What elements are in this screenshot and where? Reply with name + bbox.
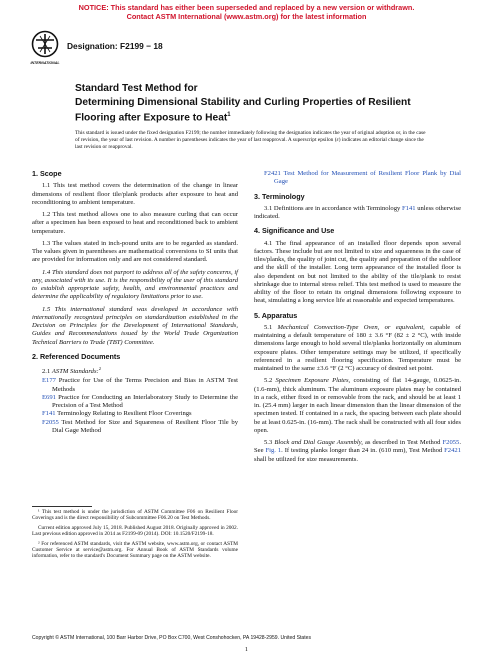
section-heading-apparatus: 5. Apparatus bbox=[254, 310, 298, 320]
left-column bbox=[32, 170, 238, 439]
paragraph-4-1: 4.1 The final appearance of an installed floor depends upon several factors. These include but are not limited to size and squareness in the case of tiles/planks, the quality of joint cut, the quality and preparation of the subfloor and the skill of the installer. Long term appearance of the installed floor is also dependent on but not limited to the ability of the tile/plank to resist shrinkage due to internal stress relief. This test method is used to measure the ability of the floor to retain its original dimensions following exposure to heat, simulating a long service life at reasonable and expected temperatures. bbox=[254, 239, 461, 305]
reference-list bbox=[32, 377, 238, 435]
p3-1-text-b: unless otherwise indicated. bbox=[254, 204, 462, 220]
reference-title: Practice for Use of the Terms Precision and Bias in ASTM Test Methods bbox=[52, 377, 238, 393]
p5-3-text-b: . See bbox=[254, 439, 462, 455]
p5-3-number: 5.3 bbox=[264, 439, 275, 446]
reference-item bbox=[264, 170, 461, 187]
paragraph-5-2 bbox=[254, 377, 461, 435]
footnote-ref-2: 2 bbox=[98, 366, 101, 371]
paragraph-5-3 bbox=[254, 439, 461, 464]
title-text: Determining Dimensional Stability and Curling Properties of Resilient Flooring after Exposure to Heat bbox=[75, 97, 411, 124]
method-link-f2055[interactable]: F2055 bbox=[442, 439, 460, 446]
p5-3-text-c: . If testing planks longer than 24 in. (610 mm), Test Method bbox=[281, 447, 445, 455]
issue-note: This standard is issued under the fixed designation F2199; the number immediately following the designation indicates the year of original adoption or, in the case of revision, the year of last revision. A number in parentheses indicates the year of last reapproval. A superscript epsilon (ε) indicates an editorial change since the last revision or reapproval. bbox=[75, 130, 426, 150]
section-heading-referenced-documents: 2. Referenced Documents bbox=[32, 351, 121, 361]
logo-caption: INTERNATIONAL bbox=[30, 61, 60, 65]
method-link-f2421[interactable]: F2421 bbox=[444, 447, 461, 455]
standard-kind: Standard Test Method for bbox=[75, 83, 198, 94]
paragraph-1-2: 1.2 This test method allows one to also measure curling that can occur after a specimen has been exposed to heat and reconditioned back to ambient temperature. bbox=[32, 211, 238, 235]
page-number: 1 bbox=[244, 646, 249, 653]
p5-3-text-a: as described in Test Method bbox=[362, 439, 443, 446]
paragraph-1-1: 1.1 This test method covers the determination of the change in linear dimensions of resilient floor tile/plank products after exposure to heat and reconditioning to ambient temperature. bbox=[32, 182, 238, 206]
terminology-link-f141[interactable]: F141 bbox=[401, 204, 416, 212]
p5-1-number: 5.1 bbox=[264, 323, 278, 331]
p3-1-text-a: 3.1 Definitions are in accordance with Terminology bbox=[264, 204, 402, 212]
p5-1-term: Mechanical Convection-Type Oven, or equivalent, bbox=[277, 323, 425, 331]
reference-link-e177[interactable]: E177 bbox=[42, 377, 56, 385]
section-heading-terminology: 3. Terminology bbox=[254, 191, 305, 201]
reference-link-f2421[interactable]: F2421 bbox=[264, 170, 281, 177]
right-column bbox=[254, 170, 461, 468]
paragraph-3-1 bbox=[254, 205, 461, 222]
p5-3-text-d: shall be utilized for size measurements. bbox=[254, 455, 358, 463]
reference-title: Practice for Conducting an Interlaboratory Study to Determine the Precision of a Test Method bbox=[52, 393, 238, 410]
reference-item bbox=[42, 419, 238, 436]
p5-1-text: capable of maintaining a default temperature of 180 ± 3.6 °F (82 ± 2 °C), with inside dimensions large enough to hold several tile/planks horizontally on aluminum exposure plates. Other temperature settings may be utilized, if specifically referenced in a resilient flooring specification. Temperature must be maintained to the same ±3.6 °F (2 °C) accuracy of desired set point. bbox=[254, 323, 461, 372]
paragraph-1-5: 1.5 This international standard was developed in accordance with internationally recognized principles on standardization established in the Decision on Principles for the Development of International Standards, Guides and Recommendations issued by the World Trade Organization Technical Barriers to Trade (TBT) Committee. bbox=[32, 305, 238, 346]
p5-2-term: Specimen Exposure Plates, bbox=[275, 377, 351, 385]
title-footnote-ref: 1 bbox=[227, 112, 231, 118]
footnote-divider bbox=[32, 506, 92, 507]
reference-link-f2055[interactable]: F2055 bbox=[42, 418, 59, 426]
p2-1-number: 2.1 bbox=[42, 368, 52, 376]
reference-item bbox=[42, 410, 238, 418]
figure-link-fig-1[interactable]: Fig. 1 bbox=[265, 447, 282, 455]
astm-logo-icon bbox=[31, 30, 59, 74]
paragraph-1-4: 1.4 This standard does not purport to address all of the safety concerns, if any, associated with its use. It is the responsibility of the user of this standard to establish appropriate safety, health, and environmental practices and determine the applicability of regulatory limitations prior to use. bbox=[32, 268, 238, 301]
footnote-1: ¹ This test method is under the jurisdiction of ASTM Committee F06 on Resilient Floor Coverings and is the direct responsibility of Subcommittee F06.20 on Test Methods. bbox=[32, 509, 238, 522]
document-title bbox=[75, 96, 435, 124]
withdrawal-notice bbox=[0, 3, 493, 21]
reference-link-f141[interactable]: F141 bbox=[42, 410, 56, 418]
copyright-line: Copyright © ASTM International, 100 Barr Harbor Drive, PO Box C700, West Conshohocken, PA 19428-2959. United States bbox=[32, 635, 312, 641]
reference-title: Terminology Relating to Resilient Floor Coverings bbox=[55, 410, 192, 418]
notice-line-1: NOTICE: This standard has either been superseded and replaced by a new version or withdrawn. bbox=[78, 3, 415, 12]
reference-title: Test Method for Measurement of Resilient Floor Plank by Dial Gage bbox=[274, 170, 461, 186]
paragraph-5-1 bbox=[254, 324, 461, 374]
reference-item bbox=[42, 377, 238, 394]
astm-standards-label: ASTM Standards: bbox=[51, 368, 99, 376]
notice-line-2: Contact ASTM International (www.astm.org) for the latest information bbox=[126, 12, 367, 21]
footnote-2: ² For referenced ASTM standards, visit the ASTM website, www.astm.org, or contact ASTM Customer Service at service@astm.org. For Annual Book of ASTM Standards volume information, refer to the standard's Document Summary page on the ASTM website. bbox=[32, 540, 238, 560]
paragraph-1-3: 1.3 The values stated in inch-pound units are to be regarded as standard. The values given in parentheses are mathematical conversions to SI units that are provided for information only and are not considered standard. bbox=[32, 239, 238, 264]
p5-2-number: 5.2 bbox=[264, 377, 276, 385]
footnotes bbox=[32, 509, 238, 563]
paragraph-2-1 bbox=[32, 365, 238, 376]
designation: Designation: F2199 − 18 bbox=[67, 41, 163, 51]
footnote-1-edition: Current edition approved July 15, 2018. Published August 2018. Originally approved in 2002. Last previous edition approved in 2014 as F2199-09 (2014). DOI: 10.1520/F2199-18. bbox=[32, 524, 238, 538]
reference-link-e691[interactable]: E691 bbox=[42, 393, 56, 401]
p5-3-term: Block and Dial Gauge Assembly, bbox=[274, 439, 363, 446]
reference-item bbox=[42, 394, 238, 411]
p5-2-text: consisting of flat 14-gauge, 0.0625-in. (1.6-mm), thick aluminum. The aluminum exposure plates may be contained in a rack, either fixed in or removable from the rack, and should be at least 1 in. (25.4 mm) larger in each linear dimension than the linear dimension of the specimen tested. If contained in a rack, the spacing between each plate should be at least 0.625-in. (16-mm). The rack shall be constructed with all four sides open. bbox=[254, 377, 461, 434]
reference-title: Test Method for Size and Squareness of Resilient Floor Tile by Dial Gage Method bbox=[52, 418, 238, 434]
section-heading-scope: 1. Scope bbox=[32, 169, 62, 178]
section-heading-significance: 4. Significance and Use bbox=[254, 226, 335, 236]
